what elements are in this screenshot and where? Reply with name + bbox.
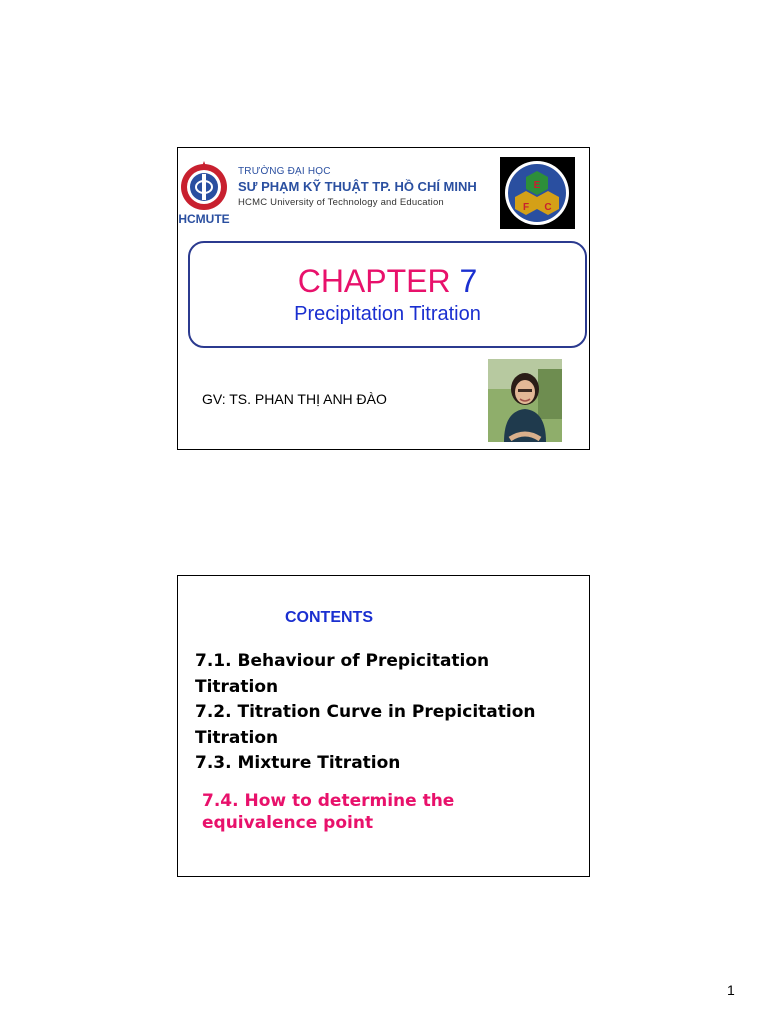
chapter-box	[188, 241, 587, 348]
hcmute-logo	[178, 157, 230, 227]
lecturer-photo	[488, 359, 562, 442]
page-number: 1	[727, 982, 735, 998]
slide-contents	[177, 575, 590, 877]
contents-item-highlighted: 7.4. How to determine the equivalence point	[202, 791, 455, 833]
university-name	[238, 166, 488, 208]
contents-item: 7.1. Behaviour of Prepicitation Titration	[195, 651, 490, 697]
chapter-subtitle: Precipitation Titration	[294, 303, 481, 325]
efc-letter-e: E	[533, 180, 541, 191]
efc-logo	[500, 157, 575, 229]
university-line-2: SƯ PHẠM KỸ THUẬT TP. HỒ CHÍ MINH	[238, 179, 477, 194]
slide-title	[177, 147, 590, 450]
hcmute-logo-text: HCMUTE	[178, 212, 230, 226]
university-line-3: HCMC University of Technology and Education	[238, 197, 444, 208]
chapter-word: CHAPTER	[297, 263, 451, 299]
contents-item: 7.2. Titration Curve in Prepicitation Titration	[195, 702, 536, 748]
contents-list	[195, 649, 575, 777]
university-line-1: TRƯỜNG ĐẠI HỌC	[238, 166, 331, 177]
chapter-title	[190, 263, 585, 299]
contents-heading: CONTENTS	[285, 609, 373, 626]
contents-item: 7.3. Mixture Titration	[195, 753, 401, 774]
efc-letter-c: C	[544, 202, 552, 213]
chapter-number: 7	[459, 263, 478, 299]
lecturer-name: GV: TS. PHAN THỊ ANH ĐÀO	[202, 391, 387, 407]
efc-letter-f: F	[522, 202, 530, 213]
